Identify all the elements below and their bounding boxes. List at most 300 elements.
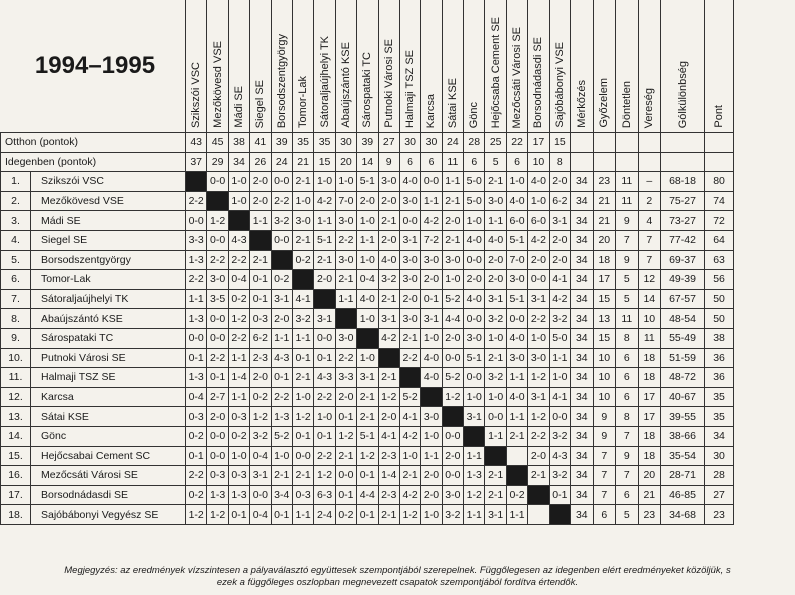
table-row [1,407,734,427]
result-cell: 1-0 [549,368,570,388]
rank: 5. [1,250,31,270]
result-cell: 2-0 [250,191,271,211]
result-cell: 4-1 [378,426,399,446]
result-cell: 2-1 [292,466,313,486]
rank: 4. [1,230,31,250]
stat-lost: – [638,172,661,192]
away-points-row-value: 21 [292,152,313,172]
result-cell: 2-1 [335,270,356,290]
team-name: Mezőkövesd VSE [31,191,186,211]
home-points-row-value: 27 [378,133,399,153]
stat-drawn: 11 [616,191,639,211]
table-row [1,387,734,407]
stat-lost: 11 [638,328,661,348]
stat-goals: 55-49 [661,328,705,348]
table-row [1,485,734,505]
result-cell: 4-4 [357,485,378,505]
stat-played: 34 [571,505,594,525]
rank: 17. [1,485,31,505]
result-cell: 0-3 [228,407,249,427]
away-points-row [1,152,734,172]
result-cell: 0-0 [250,485,271,505]
rank: 7. [1,289,31,309]
result-cell: 2-3 [250,348,271,368]
team-name: Tomor-Lak [31,270,186,290]
result-cell: 5-0 [464,172,485,192]
away-points-row-value: 6 [421,152,442,172]
result-cell: 3-1 [378,309,399,329]
result-cell: 2-1 [314,250,335,270]
stat-drawn: 7 [616,230,639,250]
self-match-cell [228,211,249,231]
result-cell: 3-0 [464,328,485,348]
result-cell: 1-0 [485,387,506,407]
result-cell: 2-1 [442,230,463,250]
result-cell: 2-1 [506,426,527,446]
result-cell: 1-1 [506,505,527,525]
result-cell: 2-2 [271,191,292,211]
result-cell: 3-0 [485,191,506,211]
result-cell: 2-1 [292,172,313,192]
result-cell: 2-2 [228,250,249,270]
result-cell: 0-0 [207,426,228,446]
rank: 13. [1,407,31,427]
away-points-row-value: 14 [357,152,378,172]
result-cell: 0-1 [292,348,313,368]
result-cell: 5-1 [314,230,335,250]
result-cell: 0-1 [335,407,356,427]
result-cell: 3-0 [335,328,356,348]
rank: 1. [1,172,31,192]
team-name: Borsodszentgyörgy [31,250,186,270]
result-cell: 0-0 [464,250,485,270]
column-header-label: Sárospataki TC [361,52,374,128]
team-name: Mádi SE [31,211,186,231]
result-cell: 0-3 [250,309,271,329]
team-name: Hejőcsabai Cement SC [31,446,186,466]
result-cell: 2-0 [549,172,570,192]
stat-header-label: Döntetlen [620,80,633,128]
result-cell: 1-1 [485,426,506,446]
result-cell: 5-2 [442,368,463,388]
result-cell [506,446,527,466]
stat-played: 34 [571,387,594,407]
result-cell: 3-2 [549,426,570,446]
result-cell: 0-1 [250,270,271,290]
result-cell: 1-0 [335,172,356,192]
stat-goals: 38-66 [661,426,705,446]
column-header [228,0,249,133]
result-cell: 5-2 [399,387,420,407]
result-cell: 2-1 [292,368,313,388]
stat-points: 35 [705,407,734,427]
stat-won: 10 [593,348,616,368]
away-points-row-value: 6 [506,152,527,172]
stat-header-label: Gólkülönbség [676,60,689,128]
result-cell: 5-2 [271,426,292,446]
home-points-row-value: 39 [357,133,378,153]
stat-played: 34 [571,230,594,250]
result-cell: 4-2 [314,191,335,211]
self-match-cell [335,309,356,329]
result-cell: 0-1 [271,505,292,525]
result-cell: 1-1 [549,348,570,368]
result-cell: 3-2 [250,426,271,446]
result-cell: 3-0 [207,270,228,290]
stat-drawn: 9 [616,250,639,270]
result-cell: 2-2 [186,466,207,486]
table-row [1,211,734,231]
stat-lost: 14 [638,289,661,309]
result-cell: 0-0 [549,407,570,427]
stat-played: 34 [571,270,594,290]
result-cell: 0-2 [271,270,292,290]
stat-lost: 18 [638,368,661,388]
result-cell: 2-0 [464,270,485,290]
result-cell: 0-4 [250,446,271,466]
column-header [314,0,335,133]
column-header [357,0,378,133]
stat-points: 30 [705,446,734,466]
result-cell: 1-0 [485,328,506,348]
result-cell: 1-2 [207,211,228,231]
result-cell: 5-0 [549,328,570,348]
result-cell: 1-0 [464,211,485,231]
team-name: Sárospataki TC [31,328,186,348]
stat-lost: 18 [638,348,661,368]
empty-cell [661,152,705,172]
team-name: Sajóbábonyi Vegyész SE [31,505,186,525]
result-cell: 1-2 [335,426,356,446]
result-cell: 1-0 [528,328,549,348]
result-cell: 3-1 [271,289,292,309]
stat-won: 10 [593,387,616,407]
result-cell: 4-0 [506,387,527,407]
footnote [0,565,795,589]
result-cell: 1-1 [485,211,506,231]
stat-points: 74 [705,191,734,211]
table-row [1,505,734,525]
stat-played: 34 [571,348,594,368]
table-row [1,289,734,309]
result-cell: 4-1 [549,270,570,290]
result-cell: 3-1 [314,309,335,329]
result-cell: 0-0 [207,328,228,348]
result-cell: 0-2 [335,505,356,525]
away-points-row-value: 5 [485,152,506,172]
result-cell: 0-2 [228,426,249,446]
empty-cell [705,133,734,153]
result-cell: 1-0 [421,426,442,446]
column-header-label: Karcsa [425,93,438,128]
result-cell: 2-2 [528,426,549,446]
self-match-cell [357,328,378,348]
home-points-row-value: 30 [335,133,356,153]
stat-lost: 2 [638,191,661,211]
rank: 18. [1,505,31,525]
result-cell: 0-0 [399,211,420,231]
result-cell: 1-2 [378,387,399,407]
result-cell: 2-0 [399,289,420,309]
result-cell: 4-1 [549,387,570,407]
result-cell: 1-1 [271,328,292,348]
result-cell: 2-2 [314,446,335,466]
rank: 3. [1,211,31,231]
stat-goals: 40-67 [661,387,705,407]
result-cell: 2-3 [378,485,399,505]
result-cell: 2-1 [399,328,420,348]
result-cell: 3-1 [357,368,378,388]
rank: 9. [1,328,31,348]
result-cell: 2-0 [442,446,463,466]
stat-header-label: Pont [713,105,726,128]
result-cell: 5-1 [506,230,527,250]
result-cell: 0-1 [421,289,442,309]
column-header-label: Tomor-Lak [297,76,310,128]
result-cell: 0-0 [464,368,485,388]
result-cell: 4-2 [528,230,549,250]
result-cell: 3-1 [250,466,271,486]
result-cell: 0-1 [314,426,335,446]
result-cell: 2-1 [528,466,549,486]
stat-points: 27 [705,485,734,505]
stat-lost: 21 [638,485,661,505]
stat-lost: 7 [638,230,661,250]
result-cell: 1-2 [314,466,335,486]
result-cell: 2-1 [485,172,506,192]
result-cell: 0-1 [250,289,271,309]
result-cell: 2-0 [421,270,442,290]
table-row [1,328,734,348]
empty-cell [705,152,734,172]
column-header [292,0,313,133]
result-cell: 1-1 [186,289,207,309]
result-cell: 2-0 [314,270,335,290]
result-cell: 2-0 [250,368,271,388]
result-cell: 1-0 [399,446,420,466]
result-cell: 4-3 [271,348,292,368]
result-cell: 2-0 [442,211,463,231]
stat-lost: 17 [638,407,661,427]
column-header-label: Mádi SE [232,86,245,128]
stat-lost: 4 [638,211,661,231]
result-cell: 1-0 [442,270,463,290]
result-cell: 0-0 [186,211,207,231]
empty-cell [638,133,661,153]
result-cell: 1-1 [228,348,249,368]
result-cell: 1-2 [250,407,271,427]
away-points-row-value: 20 [335,152,356,172]
footnote-line-2: ezek a függőleges oszlopban megnevezett csapatok szempontjából fordítva értendők. [216,577,579,588]
result-cell: 0-1 [207,368,228,388]
stat-drawn: 6 [616,348,639,368]
result-cell: 1-0 [464,387,485,407]
stat-won: 7 [593,485,616,505]
result-cell: 6-0 [506,211,527,231]
result-cell: 2-0 [335,387,356,407]
result-cell: 2-2 [207,348,228,368]
result-cell: 0-1 [549,485,570,505]
stat-drawn: 5 [616,505,639,525]
column-header-label: Halmaji TSZ SE [404,49,417,128]
result-cell: 0-3 [207,466,228,486]
home-points-row-value: 45 [207,133,228,153]
result-cell: 1-0 [271,446,292,466]
stat-goals: 46-85 [661,485,705,505]
self-match-cell [464,426,485,446]
result-cell: 2-0 [485,250,506,270]
home-points-row-value: 28 [464,133,485,153]
result-cell: 3-2 [549,466,570,486]
column-header [549,0,570,133]
result-cell: 1-2 [442,387,463,407]
result-cell: 2-0 [421,466,442,486]
result-cell: 3-0 [399,309,420,329]
stat-points: 35 [705,387,734,407]
stat-won: 15 [593,289,616,309]
result-cell: 2-0 [207,407,228,427]
column-header [207,0,228,133]
column-header [442,0,463,133]
stat-goals: 51-59 [661,348,705,368]
stat-played: 34 [571,368,594,388]
stat-won: 7 [593,466,616,486]
result-cell: 0-1 [335,485,356,505]
empty-cell [593,152,616,172]
stat-points: 56 [705,270,734,290]
stat-won: 6 [593,505,616,525]
stat-played: 34 [571,250,594,270]
result-cell: 2-0 [549,250,570,270]
result-cell: 3-1 [485,289,506,309]
result-cell: 2-2 [207,250,228,270]
result-cell: 0-2 [292,250,313,270]
self-match-cell [485,446,506,466]
rank: 16. [1,466,31,486]
stat-goals: 69-37 [661,250,705,270]
result-cell: 4-0 [464,289,485,309]
stat-won: 21 [593,211,616,231]
self-match-cell [292,270,313,290]
column-header-label: Sátoraljaújhelyi TK [318,36,331,128]
result-cell: 0-0 [271,172,292,192]
result-cell: 5-1 [357,172,378,192]
away-points-row-value: 11 [442,152,463,172]
stat-drawn: 5 [616,270,639,290]
result-cell: 6-3 [314,485,335,505]
stat-points: 72 [705,211,734,231]
team-name: Putnoki Városi SE [31,348,186,368]
result-cell: 2-2 [335,348,356,368]
stat-played: 34 [571,289,594,309]
team-name: Karcsa [31,387,186,407]
home-points-row-value: 38 [228,133,249,153]
result-cell: 5-2 [442,289,463,309]
home-points-row-value: 30 [399,133,420,153]
stat-points: 34 [705,426,734,446]
stat-drawn: 8 [616,328,639,348]
result-cell: 2-2 [186,270,207,290]
result-cell: 0-4 [228,270,249,290]
table-row [1,172,734,192]
empty-cell [593,133,616,153]
result-cell: 4-2 [421,211,442,231]
table-row [1,230,734,250]
result-cell: 3-2 [485,309,506,329]
result-cell: 1-2 [464,485,485,505]
rank: 6. [1,270,31,290]
result-cell: 2-4 [314,505,335,525]
result-cell: 0-4 [250,505,271,525]
result-cell: 1-2 [186,505,207,525]
self-match-cell [549,505,570,525]
result-cell: 3-2 [442,505,463,525]
stat-lost: 18 [638,426,661,446]
result-cell: 1-0 [357,309,378,329]
stat-goals: 34-68 [661,505,705,525]
result-cell: 3-2 [271,211,292,231]
result-cell: 2-1 [485,466,506,486]
column-header [399,0,420,133]
stat-points: 50 [705,309,734,329]
result-cell: 5-1 [506,289,527,309]
team-name: Siegel SE [31,230,186,250]
result-cell: 2-1 [335,446,356,466]
footnote-line-1: Megjegyzés: az eredmények vízszintesen a pályaválasztó együttesek szempontjából szerepelnek. Függőlegesen az idegenben elért eredményeket közöljük, s [64,565,731,576]
result-cell: 0-0 [271,230,292,250]
result-cell: 3-2 [378,270,399,290]
result-cell: 0-0 [442,426,463,446]
result-cell: 2-1 [378,211,399,231]
rank: 12. [1,387,31,407]
result-cell: 1-1 [506,368,527,388]
result-cell: 1-1 [292,328,313,348]
stat-drawn: 7 [616,426,639,446]
column-header [464,0,485,133]
stat-won: 9 [593,407,616,427]
result-cell: 1-1 [250,211,271,231]
result-cell: 3-3 [186,230,207,250]
result-cell: 2-1 [485,485,506,505]
result-cell: 3-0 [528,348,549,368]
result-cell: 1-0 [357,250,378,270]
result-cell: 1-1 [421,191,442,211]
result-cell: 2-3 [378,446,399,466]
result-cell: 2-1 [292,230,313,250]
table-row [1,270,734,290]
result-cell: 0-0 [506,309,527,329]
stat-header [638,0,661,133]
team-name: Sátai KSE [31,407,186,427]
stat-header-label: Vereség [643,87,656,128]
result-cell: 4-0 [464,230,485,250]
result-cell: 3-0 [335,211,356,231]
result-cell: 1-0 [357,348,378,368]
result-cell: 6-2 [250,328,271,348]
home-points-row-value: 43 [186,133,207,153]
result-cell: 1-2 [292,407,313,427]
team-name: Gönc [31,426,186,446]
self-match-cell [421,387,442,407]
result-cell: 1-0 [314,172,335,192]
result-cell: 2-2 [314,387,335,407]
result-cell: 1-0 [421,328,442,348]
result-cell: 1-1 [442,172,463,192]
result-cell: 4-1 [399,407,420,427]
result-cell: 3-0 [378,172,399,192]
result-cell: 1-1 [506,407,527,427]
result-cell: 0-0 [292,446,313,466]
